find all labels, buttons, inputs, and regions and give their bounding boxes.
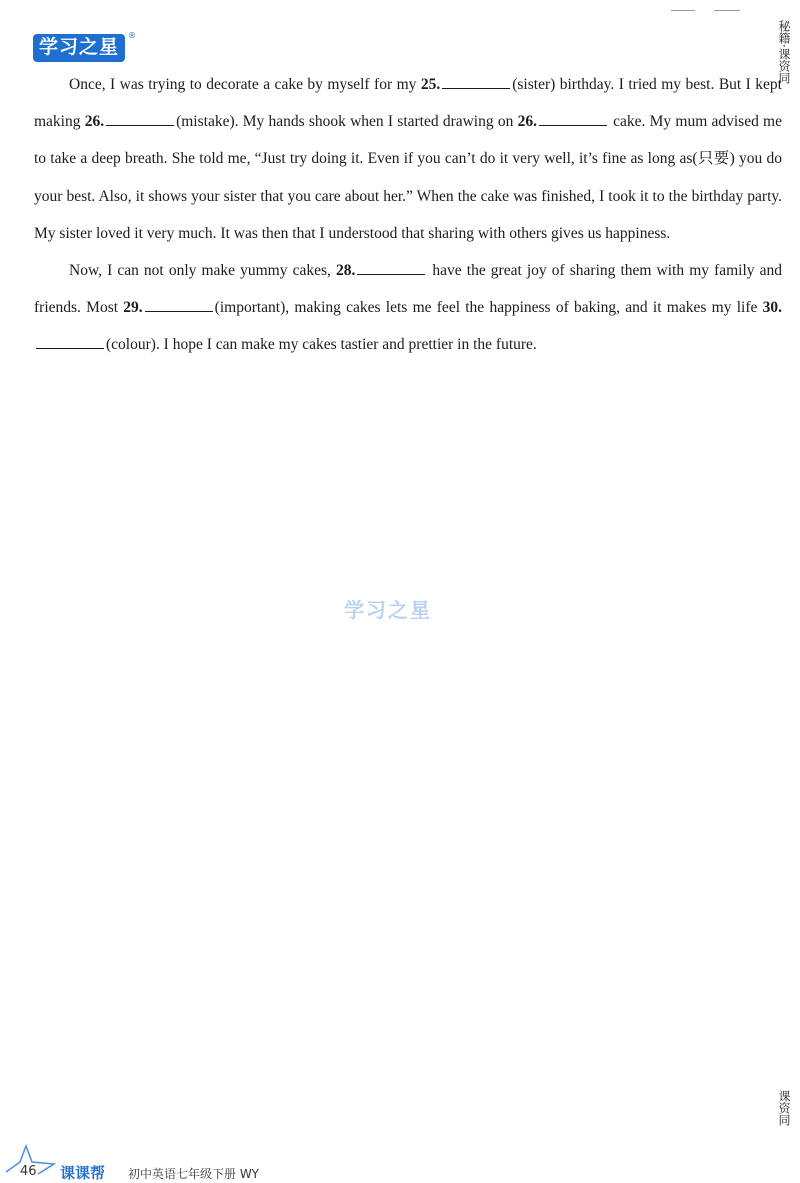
page-footer (0, 1140, 800, 1181)
brand-logo: 学习之星 (33, 34, 125, 62)
text-segment: have the great joy of sharing them with my family and friends. Most (34, 262, 783, 317)
footer-subtitle: 初中英语七年级下册 WY (128, 1167, 260, 1181)
answer-blank-28[interactable] (357, 260, 425, 275)
text-segment: cake. My mum advised me to take a deep breath. She told me, “Just try doing it. Even if you can’t do it very well, it’s fine as long as(只要) you do your best. Also, it shows your sister that you care about her.” When the cake was finished, I took it to the birthday party. My sister loved it very much. It was then that I understood that sharing with others gives us happiness. (34, 113, 782, 242)
question-number-26-second: 26. (517, 113, 537, 131)
reading-passage (34, 66, 782, 364)
question-number-26: 26. (84, 113, 105, 131)
question-number-30: 30. (762, 299, 782, 317)
paragraph-1 (34, 66, 782, 252)
answer-blank-25[interactable] (442, 74, 510, 89)
registered-mark: ® (128, 31, 136, 40)
answer-blank-30[interactable] (36, 334, 104, 349)
text-segment: (sister) birthday. I tried my best. But I kept making (34, 76, 782, 131)
side-tab-label-bottom: 课资同 (777, 1090, 791, 1126)
question-number-28: 28. (335, 262, 356, 280)
page-number: 46 (20, 1164, 37, 1179)
side-tab-label: 秘籍·课资同 (777, 20, 791, 84)
answer-blank-29[interactable] (145, 297, 213, 312)
text-segment: (colour). I hope I can make my cakes tastier and prettier in the future. (106, 336, 537, 354)
text-segment: (mistake). My hands shook when I started drawing on (176, 113, 518, 131)
answer-blank-26[interactable] (106, 111, 174, 126)
question-number-29: 29. (123, 299, 143, 317)
top-rule-right (714, 10, 740, 11)
answer-blank-26-second[interactable] (539, 111, 607, 126)
watermark-logo: 学习之星 (344, 598, 432, 622)
text-segment: Now, I can not only make yummy cakes, (69, 262, 336, 280)
text-segment: Once, I was trying to decorate a cake by myself for my (69, 76, 421, 93)
top-rule-left (671, 10, 695, 11)
paragraph-2 (34, 252, 782, 364)
question-number-25: 25. (420, 76, 441, 93)
text-segment: (important), making cakes lets me feel the happiness of baking, and it makes my life (214, 299, 763, 317)
footer-brand: 课课帮 (60, 1164, 106, 1182)
